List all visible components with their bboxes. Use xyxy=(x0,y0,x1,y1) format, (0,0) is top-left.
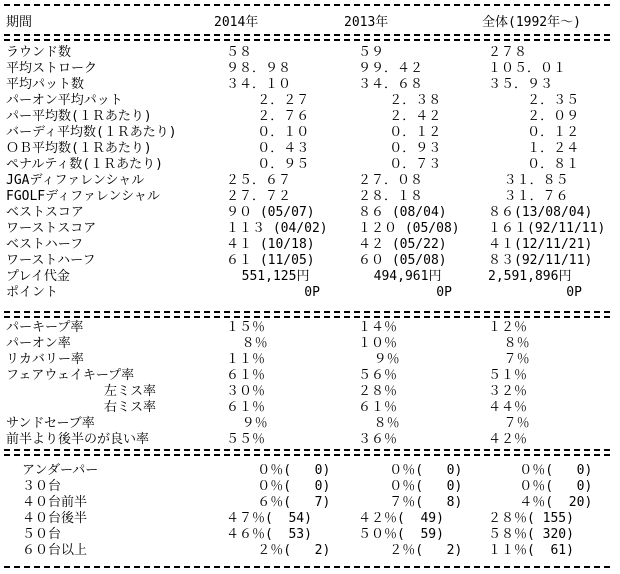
header-2014: 2014年 xyxy=(214,15,259,30)
stat-value-all: ３１．７６ xyxy=(488,189,569,204)
separator-section2 xyxy=(4,449,610,451)
stat-value-all: ４２％ xyxy=(488,432,528,447)
stat-value-2013: ２８．１８ xyxy=(358,189,424,204)
stat-label: FGOLFディファレンシャル xyxy=(6,189,160,204)
stat-value-all: ２．３５ xyxy=(488,93,580,108)
stat-value-2013: ４２ (05/22) xyxy=(358,237,447,252)
header-row xyxy=(0,15,620,31)
stat-label: ４０台前半 xyxy=(22,495,88,510)
stat-value-2014: ４６％( 53) xyxy=(226,527,312,542)
stat-value-2013: ４２％( 49) xyxy=(358,511,444,526)
stat-label: ４０台後半 xyxy=(22,511,88,526)
stat-value-all: ８％ xyxy=(488,336,530,351)
stat-row xyxy=(0,336,620,352)
stat-value-2014: ３０％ xyxy=(226,384,266,399)
stat-value-2013: ９％ xyxy=(358,352,400,367)
stat-row xyxy=(0,45,620,61)
separator-section2b xyxy=(4,454,610,456)
stat-label: ベストハーフ xyxy=(6,237,84,252)
stat-value-2014: １１％ xyxy=(226,352,266,367)
stat-value-2013: ２．３８ xyxy=(358,93,442,108)
stat-label: バーディ平均数(１Ｒあたり) xyxy=(6,125,177,140)
stat-value-all: ４１(12/11/21) xyxy=(488,237,593,252)
stat-value-all: ３１．８５ xyxy=(488,173,569,188)
stat-value-2013: ０％( 0) xyxy=(358,479,463,494)
stat-label: ラウンド数 xyxy=(6,45,72,60)
stat-value-all: ４４％ xyxy=(488,400,528,415)
stat-row xyxy=(0,384,620,400)
stat-value-all: ７％ xyxy=(488,352,530,367)
stat-label: ＯＢ平均数(１Ｒあたり) xyxy=(6,141,152,156)
stat-row xyxy=(0,543,620,559)
stat-value-2014: ５８ xyxy=(226,45,253,60)
stat-value-2013: ３６％ xyxy=(358,432,398,447)
stat-label: プレイ代金 xyxy=(6,269,70,284)
stat-value-2014: ０．９５ xyxy=(226,157,310,172)
stat-value-all: １０５．０１ xyxy=(488,61,567,76)
stat-value-2013: ０％( 0) xyxy=(358,463,463,478)
separator-bottom xyxy=(4,566,610,568)
stat-row xyxy=(0,463,620,479)
stat-row xyxy=(0,157,620,173)
stat-value-all: ０％( 0) xyxy=(488,479,593,494)
stat-value-all: １１％( 61) xyxy=(488,543,574,558)
stat-value-2014: １１３ (04/02) xyxy=(226,221,328,236)
stat-value-2013: ２．４２ xyxy=(358,109,442,124)
stat-value-all: 2,591,896円 xyxy=(488,269,572,284)
stat-value-2014: 551,125円 xyxy=(226,269,310,284)
stat-value-all: １２％ xyxy=(488,320,528,335)
stat-row xyxy=(0,173,620,189)
stat-value-2013: ０．１２ xyxy=(358,125,442,140)
stat-row xyxy=(0,205,620,221)
stat-value-2014: ８％ xyxy=(226,336,268,351)
header-period-label: 期間 xyxy=(6,15,33,30)
stat-value-2014: ３４．１０ xyxy=(226,77,292,92)
stat-row xyxy=(0,416,620,432)
stat-value-2014: １５％ xyxy=(226,320,266,335)
stat-value-2013: ９９．４２ xyxy=(358,61,424,76)
stat-value-all: １６１(92/11/11) xyxy=(488,221,606,236)
stat-label: ５０台 xyxy=(22,527,62,542)
stat-value-2013: 0P xyxy=(358,285,452,300)
stat-value-all: １．２４ xyxy=(488,141,580,156)
stat-value-2014: ６１％ xyxy=(226,400,266,415)
stat-label: 前半より後半のが良い率 xyxy=(6,432,150,447)
stat-value-2014: ２．２７ xyxy=(226,93,310,108)
stat-label: ペナルティ数(１Ｒあたり) xyxy=(6,157,163,172)
stat-row xyxy=(0,253,620,269)
stat-value-all: ３５．９３ xyxy=(488,77,554,92)
stat-row xyxy=(0,400,620,416)
stat-value-all: ８６(13/08/04) xyxy=(488,205,593,220)
stat-label: ベストスコア xyxy=(6,205,84,220)
stat-label: ワーストハーフ xyxy=(6,253,96,268)
stat-value-2014: ４１ (10/18) xyxy=(226,237,315,252)
stat-value-all: ２７８ xyxy=(488,45,528,60)
stat-value-2013: ０．９３ xyxy=(358,141,442,156)
stat-row xyxy=(0,141,620,157)
stat-value-2014: ６１％ xyxy=(226,368,266,383)
stat-label: ３０台 xyxy=(22,479,62,494)
stat-label: 右ミス率 xyxy=(104,400,157,415)
stat-value-2014: ２．７６ xyxy=(226,109,310,124)
stat-value-2014: ２％( 2) xyxy=(226,543,331,558)
stat-value-2014: 0P xyxy=(226,285,320,300)
stat-value-2014: ０％( 0) xyxy=(226,479,331,494)
stat-value-all: 0P xyxy=(488,285,582,300)
stat-row xyxy=(0,93,620,109)
stat-value-2013: ５０％( 59) xyxy=(358,527,444,542)
stat-value-2013: ２％( 2) xyxy=(358,543,463,558)
stat-row xyxy=(0,511,620,527)
stat-row xyxy=(0,189,620,205)
stat-value-2014: ６１ (11/05) xyxy=(226,253,315,268)
stat-label: リカバリー率 xyxy=(6,352,84,367)
stat-value-2014: ４７％( 54) xyxy=(226,511,312,526)
stat-value-2013: ３４．６８ xyxy=(358,77,424,92)
separator-header-2 xyxy=(4,39,610,41)
stat-value-all: ２８％( 155) xyxy=(488,511,574,526)
stat-row xyxy=(0,125,620,141)
stat-value-2013: ８６ (08/04) xyxy=(358,205,447,220)
stat-row xyxy=(0,221,620,237)
stat-value-2013: ５６％ xyxy=(358,368,398,383)
stat-label: 平均パット数 xyxy=(6,77,85,92)
header-all: 全体(1992年～) xyxy=(482,15,581,30)
stat-value-2014: ９８．９８ xyxy=(226,61,292,76)
stat-value-2014: ９％ xyxy=(226,416,268,431)
stat-value-2013: ６１％ xyxy=(358,400,398,415)
stat-value-all: ３２％ xyxy=(488,384,528,399)
stat-value-2014: ２５．６７ xyxy=(226,173,292,188)
stat-value-2013: ６０ (05/08) xyxy=(358,253,447,268)
stat-label: JGAディファレンシャル xyxy=(6,173,145,188)
stat-label: 平均ストローク xyxy=(6,61,98,76)
stat-value-2013: ０．７３ xyxy=(358,157,442,172)
stat-label: フェアウェイキープ率 xyxy=(6,368,135,383)
stat-label: アンダーパー xyxy=(22,463,99,478)
stat-row xyxy=(0,285,620,301)
stat-value-2014: ０．１０ xyxy=(226,125,310,140)
stat-row xyxy=(0,269,620,285)
stat-value-all: ８３(92/11/11) xyxy=(488,253,593,268)
stat-value-all: ０．１２ xyxy=(488,125,580,140)
separator-section1b xyxy=(4,316,610,318)
stat-label: 左ミス率 xyxy=(104,384,157,399)
stat-value-all: ０．８１ xyxy=(488,157,580,172)
header-2013: 2013年 xyxy=(344,15,389,30)
stat-label: サンドセーブ率 xyxy=(6,416,95,431)
stat-value-2013: 494,961円 xyxy=(358,269,442,284)
stat-value-all: ５１％ xyxy=(488,368,528,383)
stat-value-2013: ２７．０８ xyxy=(358,173,424,188)
stat-label: ６０台以上 xyxy=(22,543,88,558)
stat-row xyxy=(0,352,620,368)
stat-label: パーオン平均パット xyxy=(6,93,123,108)
stat-row xyxy=(0,495,620,511)
stat-row xyxy=(0,77,620,93)
stat-value-2013: １２０ (05/08) xyxy=(358,221,460,236)
stat-value-2014: ２７．７２ xyxy=(226,189,292,204)
stat-label: パーオン率 xyxy=(6,336,71,351)
stat-value-all: ７％ xyxy=(488,416,530,431)
stat-row xyxy=(0,320,620,336)
stat-value-2013: ８％ xyxy=(358,416,400,431)
stat-label: ポイント xyxy=(6,285,59,300)
stat-value-all: ５８％( 320) xyxy=(488,527,574,542)
separator-section1 xyxy=(4,311,610,313)
stat-value-2014: ０％( 0) xyxy=(226,463,331,478)
stat-label: ワーストスコア xyxy=(6,221,97,236)
stat-value-2013: ７％( 8) xyxy=(358,495,463,510)
stat-value-2014: ９０ (05/07) xyxy=(226,205,315,220)
stat-value-all: ４％( 20) xyxy=(488,495,593,510)
stat-value-2013: ５９ xyxy=(358,45,385,60)
stat-row xyxy=(0,527,620,543)
stat-value-2013: １４％ xyxy=(358,320,398,335)
stat-label: パー平均数(１Ｒあたり) xyxy=(6,109,152,124)
stat-value-all: ０％( 0) xyxy=(488,463,593,478)
stat-value-2014: ５５％ xyxy=(226,432,266,447)
separator-top xyxy=(4,4,610,6)
stat-row xyxy=(0,432,620,448)
stat-value-2014: ６％( 7) xyxy=(226,495,331,510)
stat-value-all: ２．０９ xyxy=(488,109,580,124)
stat-label: パーキープ率 xyxy=(6,320,84,335)
stat-row xyxy=(0,109,620,125)
stat-row xyxy=(0,61,620,77)
separator-header xyxy=(4,34,610,36)
stat-value-2014: ０．４３ xyxy=(226,141,310,156)
stat-row xyxy=(0,237,620,253)
stat-row xyxy=(0,479,620,495)
stat-value-2013: ２８％ xyxy=(358,384,398,399)
stat-value-2013: １０％ xyxy=(358,336,398,351)
stat-row xyxy=(0,368,620,384)
